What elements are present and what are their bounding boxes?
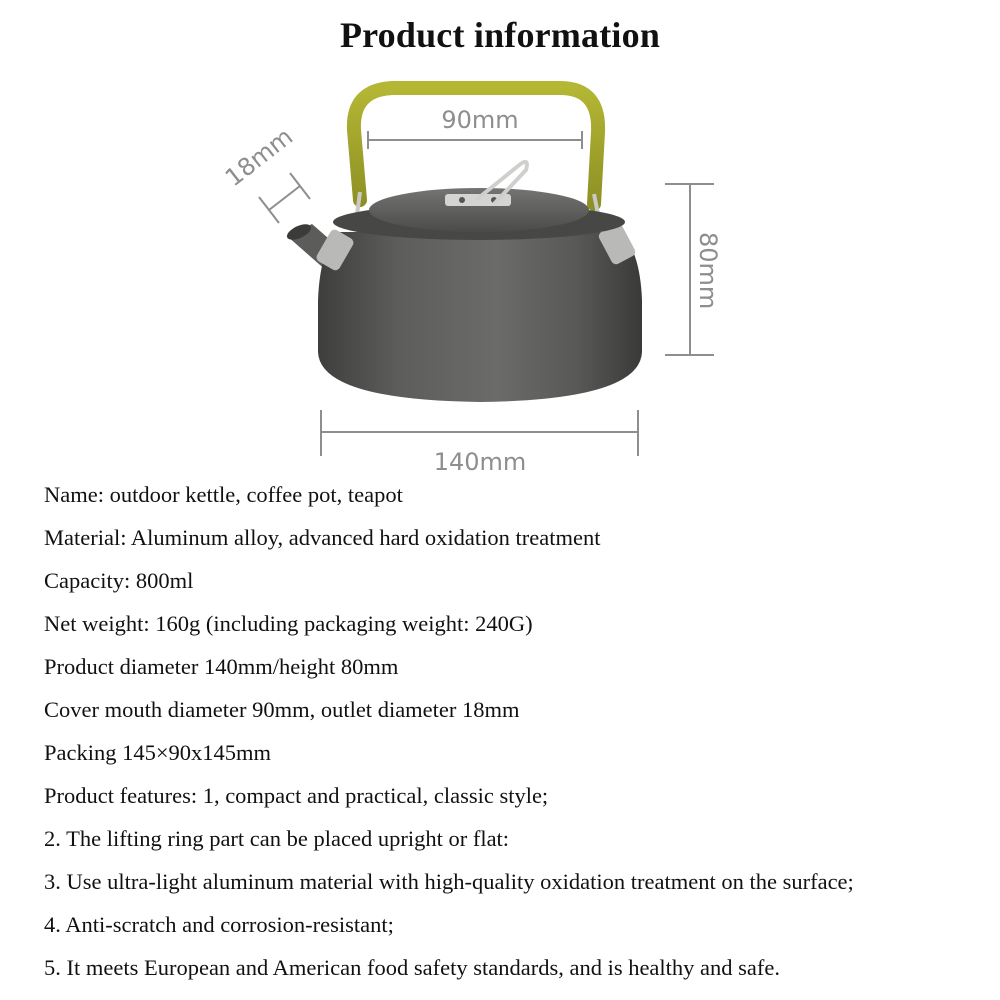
outlet-diameter-label: 18mm <box>220 122 299 193</box>
spec-line: 4. Anti-scratch and corrosion-resistant; <box>44 912 394 937</box>
spec-line: Capacity: 800ml <box>44 568 194 593</box>
spec-list <box>44 478 984 994</box>
spec-line: 2. The lifting ring part can be placed upright or flat: <box>44 826 510 851</box>
diameter-label: 140mm <box>433 448 527 476</box>
spec-line: Name: outdoor kettle, coffee pot, teapot <box>44 482 403 507</box>
spec-line: Packing 145×90x145mm <box>44 740 272 765</box>
spec-line: 3. Use ultra-light aluminum material with high-quality oxidation treatment on the surface; <box>44 869 854 894</box>
spec-line: Product diameter 140mm/height 80mm <box>44 654 399 679</box>
spec-line: Net weight: 160g (including packaging weight: 240G) <box>44 611 533 636</box>
spec-line: Material: Aluminum alloy, advanced hard oxidation treatment <box>44 525 601 550</box>
spec-line: 5. It meets European and American food safety standards, and is healthy and safe. <box>44 955 781 980</box>
kettle-illustration <box>0 0 1000 480</box>
spec-line: Cover mouth diameter 90mm, outlet diameter 18mm <box>44 697 520 722</box>
page-title: Product information <box>339 15 661 55</box>
lid-diameter-label: 90mm <box>441 106 519 134</box>
spec-line: Product features: 1, compact and practical, classic style; <box>44 783 549 808</box>
kettle-body <box>318 232 642 402</box>
height-label: 80mm <box>694 232 722 310</box>
